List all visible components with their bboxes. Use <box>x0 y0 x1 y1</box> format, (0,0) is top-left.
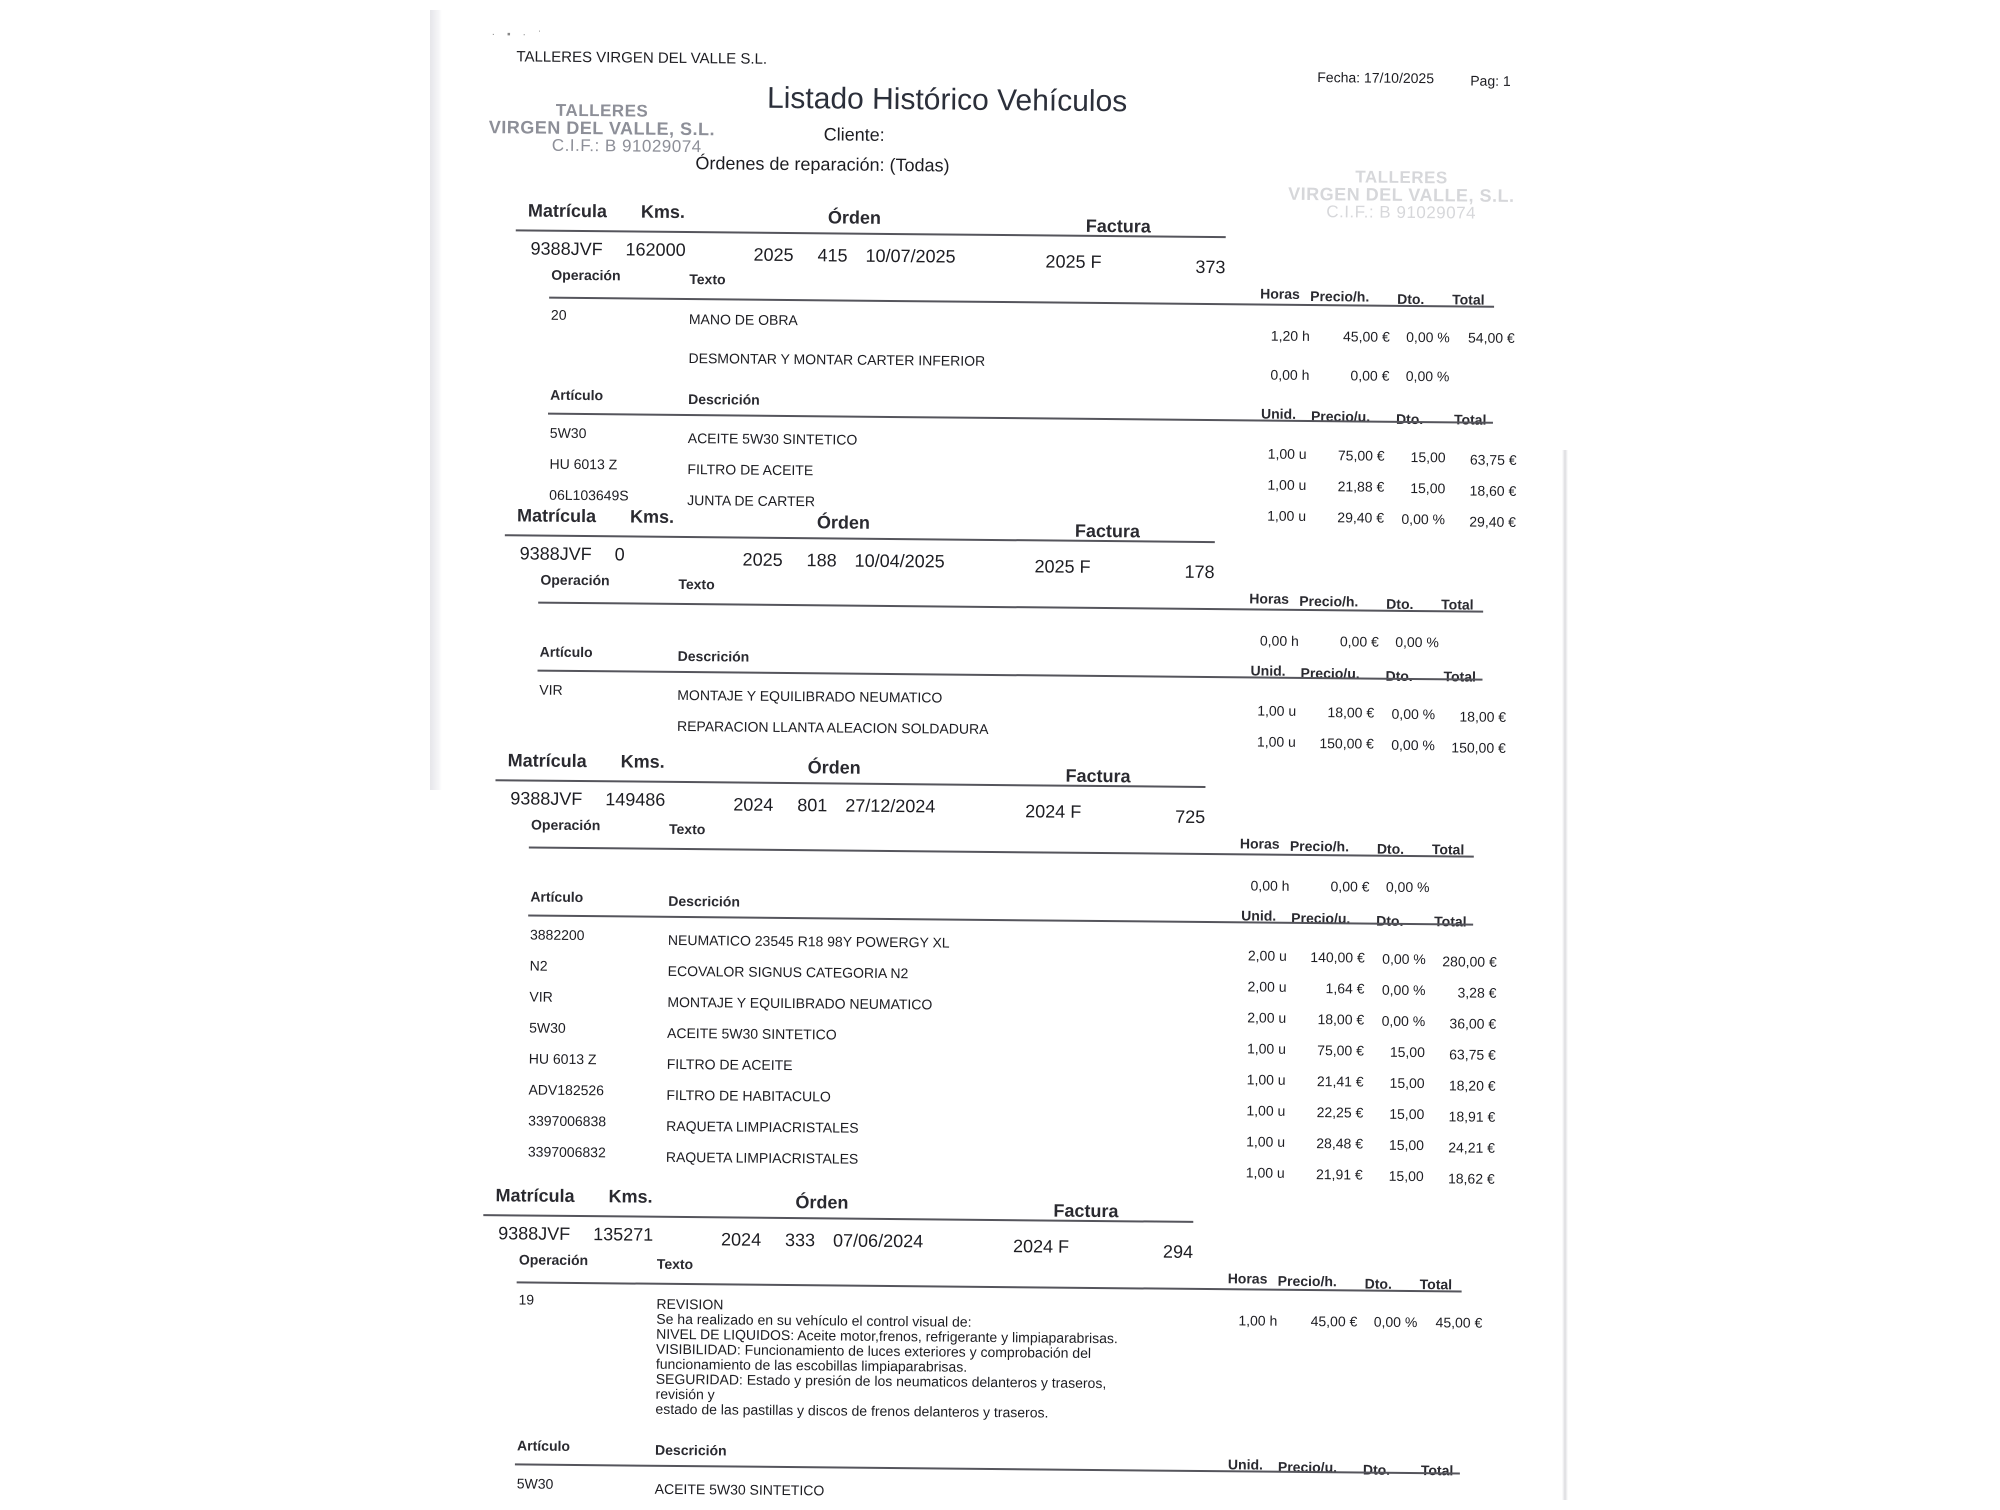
factura-series: 2024 F <box>1025 801 1082 822</box>
article-description: ACEITE 5W30 SINTETICO <box>666 1024 837 1043</box>
dto-header: Dto. <box>1397 290 1425 308</box>
descripcion-header: Descrición <box>668 892 741 910</box>
article-discount: 0,00 % <box>1401 510 1446 528</box>
factura-number: 725 <box>1175 806 1206 828</box>
matricula-value: 9388JVF <box>519 543 592 565</box>
cliente-label: Cliente: <box>823 124 885 145</box>
article-description: ACEITE 5W30 SINTETICO <box>687 430 858 448</box>
orden-number: 333 <box>784 1229 816 1251</box>
scan-specks: ·▪·ˈ <box>491 29 554 41</box>
article-discount: 15,00 <box>1389 1074 1425 1092</box>
article-discount: 0,00 % <box>1382 950 1426 968</box>
article-code: N2 <box>529 957 548 974</box>
orden-header: Órden <box>816 512 871 533</box>
precio-u-header: Precio/u. <box>1300 664 1360 682</box>
factura-number: 178 <box>1184 561 1215 583</box>
article-price: 21,91 € <box>1315 1166 1363 1183</box>
matricula-value: 9388JVF <box>498 1223 571 1244</box>
article-description: FILTRO DE ACEITE <box>687 461 814 479</box>
operation-text: DESMONTAR Y MONTAR CARTER INFERIOR <box>688 350 986 369</box>
operacion-header: Operación <box>530 816 601 834</box>
operacion-header: Operación <box>551 266 621 284</box>
descripcion-header: Descrición <box>654 1441 727 1459</box>
kms-value: 0 <box>614 544 625 565</box>
operation-hours: 1,00 h <box>1238 1312 1278 1329</box>
orden-date: 07/06/2024 <box>832 1230 924 1252</box>
total-header: Total <box>1419 1276 1453 1293</box>
article-total: 18,60 € <box>1469 482 1517 499</box>
operation-discount: 0,00 % <box>1385 878 1430 896</box>
operation-hours: 0,00 h <box>1259 632 1299 649</box>
articulo-header: Artículo <box>517 1437 571 1454</box>
company-stamp <box>489 101 716 155</box>
operation-discount: 0,00 % <box>1373 1313 1418 1331</box>
article-discount: 15,00 <box>1389 1043 1425 1061</box>
article-discount: 15,00 <box>1410 479 1446 497</box>
precio-h-header: Precio/h. <box>1289 837 1350 855</box>
total-header: Total <box>1453 411 1487 428</box>
unid-header: Unid. <box>1250 662 1286 679</box>
matricula-value: 9388JVF <box>530 238 603 260</box>
operation-code: 20 <box>550 306 567 323</box>
article-units: 1,00 u <box>1257 702 1297 719</box>
texto-header: Texto <box>678 575 715 593</box>
company-name: TALLERES VIRGEN DEL VALLE S.L. <box>516 48 768 68</box>
article-code: VIR <box>539 681 563 698</box>
article-total: 18,20 € <box>1448 1077 1496 1094</box>
precio-u-header: Precio/u. <box>1310 408 1371 425</box>
kms-value: 135271 <box>593 1224 654 1245</box>
operacion-header: Operación <box>518 1251 589 1269</box>
orden-date: 10/04/2025 <box>854 550 945 572</box>
article-discount: 0,00 % <box>1391 705 1436 723</box>
total-header: Total <box>1431 841 1465 858</box>
dto-header: Dto. <box>1395 410 1424 428</box>
unid-header: Unid. <box>1260 405 1297 422</box>
article-description: REPARACION LLANTA ALEACION SOLDADURA <box>676 717 989 737</box>
article-units <box>1216 1496 1274 1497</box>
article-code: HU 6013 Z <box>528 1050 597 1068</box>
matricula-header: Matrícula <box>495 1185 575 1206</box>
matricula-header: Matrícula <box>527 200 608 222</box>
horas-header: Horas <box>1239 835 1280 852</box>
article-discount: 0,00 % <box>1381 1012 1426 1030</box>
dto-header: Dto. <box>1376 912 1404 929</box>
article-price: 150,00 € <box>1319 735 1374 752</box>
article-units: 1,00 u <box>1246 1040 1287 1057</box>
texto-header: Texto <box>656 1255 694 1273</box>
article-description: RAQUETA LIMPIACRISTALES <box>665 1148 859 1167</box>
operation-code: 19 <box>518 1291 535 1308</box>
article-units: 1,00 u <box>1267 476 1307 493</box>
dto-header: Dto. <box>1386 595 1414 612</box>
operation-total <box>1454 368 1514 369</box>
kms-header: Kms. <box>620 751 665 772</box>
operation-discount: 0,00 % <box>1406 328 1450 346</box>
factura-series: 2024 F <box>1012 1236 1070 1257</box>
operation-hours: 1,20 h <box>1270 327 1310 344</box>
dto-header: Dto. <box>1385 667 1413 684</box>
article-units: 1,00 u <box>1246 1133 1286 1150</box>
faded-stamp-line-1: TALLERES <box>1355 167 1448 188</box>
faded-stamp-line-3: C.I.F.: B 91029074 <box>1326 202 1477 223</box>
dto-header: Dto. <box>1362 1461 1391 1478</box>
total-header: Total <box>1441 596 1474 613</box>
article-units: 1,00 u <box>1246 1071 1286 1088</box>
horas-header: Horas <box>1249 590 1290 607</box>
article-code: 3397006838 <box>528 1112 607 1130</box>
matricula-header: Matrícula <box>507 750 587 772</box>
orden-year: 2025 <box>742 549 783 570</box>
article-description: MONTAJE Y EQUILIBRADO NEUMATICO <box>677 686 943 706</box>
article-code: HU 6013 Z <box>549 455 618 473</box>
orden-date: 27/12/2024 <box>845 795 936 817</box>
operation-hours: 0,00 h <box>1270 366 1310 383</box>
page-title: Listado Histórico Vehículos <box>766 81 1128 119</box>
orden-number: 801 <box>797 795 828 816</box>
article-units: 2,00 u <box>1247 978 1287 995</box>
operacion-header: Operación <box>540 571 610 589</box>
unid-header: Unid. <box>1241 907 1277 924</box>
operation-price: 0,00 € <box>1350 367 1390 384</box>
total-header: Total <box>1443 668 1477 685</box>
article-price: 21,41 € <box>1316 1073 1364 1090</box>
article-units: 1,00 u <box>1267 445 1307 462</box>
article-units: 1,00 u <box>1256 733 1296 750</box>
article-discount: 15,00 <box>1388 1167 1424 1185</box>
article-price: 1,64 € <box>1325 980 1365 997</box>
operation-discount: 0,00 % <box>1405 367 1450 385</box>
precio-h-header: Precio/h. <box>1277 1272 1337 1290</box>
precio-u-header: Precio/u. <box>1291 909 1351 927</box>
page-number: Pag: 1 <box>1470 72 1511 89</box>
horas-header: Horas <box>1227 1270 1268 1287</box>
article-total: 18,62 € <box>1447 1170 1495 1187</box>
article-price: 29,40 € <box>1337 509 1385 526</box>
stamp-line-1: TALLERES <box>555 100 649 121</box>
kms-value: 149486 <box>605 789 666 810</box>
operation-price: 45,00 € <box>1342 328 1390 345</box>
article-discount: 0,00 % <box>1391 736 1435 754</box>
article-description: JUNTA DE CARTER <box>687 492 816 510</box>
factura-series: 2025 F <box>1045 251 1102 272</box>
article-price: 140,00 € <box>1310 949 1365 966</box>
operation-text: REVISION Se ha realizado en su vehículo el control visual de: NIVEL DE LIQUIDOS: Aceite motor,frenos, refrigerante y limpiaparabrisas. VISIBILIDAD: Funcionamiento de luces exteriores y comprobación del funcionamiento de las escobillas limpiaparabrisas. SEGURIDAD: Estado y presión de los neumaticos delanteros y traseros, revisión y estado de las pastillas y discos de frenos delanteros y traseros. <box>655 1295 1118 1421</box>
orden-year: 2024 <box>720 1229 762 1250</box>
article-total <box>1416 1502 1484 1503</box>
orden-header: Órden <box>795 1192 849 1213</box>
article-total: 280,00 € <box>1442 953 1497 970</box>
article-discount: 15,00 <box>1389 1105 1425 1123</box>
factura-number: 294 <box>1162 1241 1194 1262</box>
article-description: FILTRO DE HABITACULO <box>666 1086 831 1105</box>
article-total: 18,91 € <box>1448 1108 1496 1125</box>
stamp-line-2: VIRGEN DEL VALLE, S.L. <box>488 117 716 140</box>
orden-header: Órden <box>827 207 882 228</box>
faded-stamp-line-2: VIRGEN DEL VALLE, S.L. <box>1288 183 1515 206</box>
article-price: 22,25 € <box>1316 1104 1364 1121</box>
dto-header: Dto. <box>1376 840 1405 857</box>
orden-year: 2024 <box>733 794 774 815</box>
kms-header: Kms. <box>640 201 686 222</box>
factura-header: Factura <box>1074 520 1141 542</box>
article-code: VIR <box>529 988 553 1005</box>
operation-price: 0,00 € <box>1339 633 1379 650</box>
article-units: 1,00 u <box>1246 1102 1286 1119</box>
article-code: ADV182526 <box>528 1081 605 1099</box>
kms-header: Kms. <box>629 506 675 527</box>
descripcion-header: Descrición <box>677 647 750 665</box>
total-header: Total <box>1420 1462 1454 1479</box>
article-description: FILTRO DE ACEITE <box>666 1055 793 1074</box>
operation-price: 45,00 € <box>1310 1313 1358 1330</box>
article-discount: 15,00 <box>1410 448 1446 466</box>
article-total: 36,00 € <box>1449 1015 1497 1032</box>
orden-year: 2025 <box>753 244 794 266</box>
precio-h-header: Precio/h. <box>1310 287 1370 305</box>
article-total: 150,00 € <box>1451 739 1506 756</box>
article-price: 75,00 € <box>1317 1042 1365 1059</box>
article-total: 63,75 € <box>1469 451 1517 468</box>
operation-price: 0,00 € <box>1330 878 1370 895</box>
article-total: 3,28 € <box>1457 984 1497 1001</box>
dto-header: Dto. <box>1364 1275 1392 1292</box>
operation-total: 45,00 € <box>1435 1314 1483 1331</box>
article-code: 3397006832 <box>527 1143 606 1161</box>
article-total: 29,40 € <box>1469 513 1517 530</box>
article-code: 3882200 <box>529 926 585 944</box>
operation-total: 54,00 € <box>1467 329 1515 346</box>
article-code: 5W30 <box>549 424 587 442</box>
factura-series: 2025 F <box>1034 556 1091 577</box>
report-date: Fecha: 17/10/2025 <box>1317 69 1435 87</box>
article-price: 18,00 € <box>1317 1011 1365 1028</box>
unid-header: Unid. <box>1227 1456 1264 1473</box>
kms-value: 162000 <box>625 239 686 260</box>
article-code: 5W30 <box>529 1019 566 1036</box>
texto-header: Texto <box>668 820 706 838</box>
total-header: Total <box>1434 913 1467 930</box>
kms-header: Kms. <box>608 1186 653 1207</box>
article-units: 1,00 u <box>1267 507 1307 524</box>
article-total: 18,00 € <box>1459 708 1507 725</box>
article-discount: 0,00 % <box>1381 981 1426 999</box>
texto-header: Texto <box>689 271 726 288</box>
horas-header: Horas <box>1260 285 1300 302</box>
article-price: 21,88 € <box>1337 478 1385 495</box>
article-units: 2,00 u <box>1247 947 1287 964</box>
factura-header: Factura <box>1065 765 1131 787</box>
operation-text: MANO DE OBRA <box>688 311 798 329</box>
article-price: 28,48 € <box>1316 1135 1364 1152</box>
orden-date: 10/07/2025 <box>865 245 956 267</box>
operation-hours: 0,00 h <box>1250 877 1290 894</box>
descripcion-header: Descrición <box>688 391 760 408</box>
operation-total <box>1444 634 1504 635</box>
orden-number: 188 <box>806 550 837 571</box>
article-discount: 15,00 <box>1388 1136 1425 1154</box>
stamp-line-3: C.I.F.: B 91029074 <box>551 135 702 157</box>
precio-u-header: Precio/u. <box>1277 1458 1338 1476</box>
article-code: 06L103649S <box>549 486 629 504</box>
factura-header: Factura <box>1085 215 1151 237</box>
article-description: NEUMATICO 23545 R18 98Y POWERGY XL <box>667 931 950 951</box>
faded-stamp <box>1288 168 1515 222</box>
precio-h-header: Precio/h. <box>1299 592 1359 610</box>
ordenes-filter-label: Órdenes de reparación: (Todas) <box>695 153 950 176</box>
article-price: 75,00 € <box>1337 447 1385 464</box>
factura-number: 373 <box>1195 256 1226 278</box>
article-units: 2,00 u <box>1247 1009 1287 1026</box>
operation-total <box>1435 879 1495 880</box>
matricula-header: Matrícula <box>516 505 597 527</box>
matricula-value: 9388JVF <box>510 788 583 810</box>
factura-header: Factura <box>1053 1200 1119 1222</box>
article-price: 18,00 € <box>1327 704 1375 721</box>
article-total: 24,21 € <box>1448 1139 1496 1156</box>
article-code: 5W30 <box>516 1475 554 1492</box>
total-header: Total <box>1452 291 1485 308</box>
articulo-header: Artículo <box>550 386 604 404</box>
orden-number: 415 <box>817 245 848 266</box>
article-price <box>1276 1498 1352 1499</box>
articulo-header: Artículo <box>539 643 593 661</box>
vehicle-record <box>484 1185 1544 1499</box>
article-description: ACEITE 5W30 SINTETICO <box>654 1480 825 1499</box>
articulo-header: Artículo <box>530 888 584 906</box>
operation-discount: 0,00 % <box>1395 633 1439 651</box>
orden-header: Órden <box>807 757 861 778</box>
article-description: ECOVALOR SIGNUS CATEGORIA N2 <box>667 962 909 982</box>
article-total: 63,75 € <box>1449 1046 1496 1063</box>
article-units: 1,00 u <box>1245 1164 1285 1181</box>
article-description: RAQUETA LIMPIACRISTALES <box>666 1117 859 1136</box>
article-description: MONTAJE Y EQUILIBRADO NEUMATICO <box>667 993 933 1013</box>
